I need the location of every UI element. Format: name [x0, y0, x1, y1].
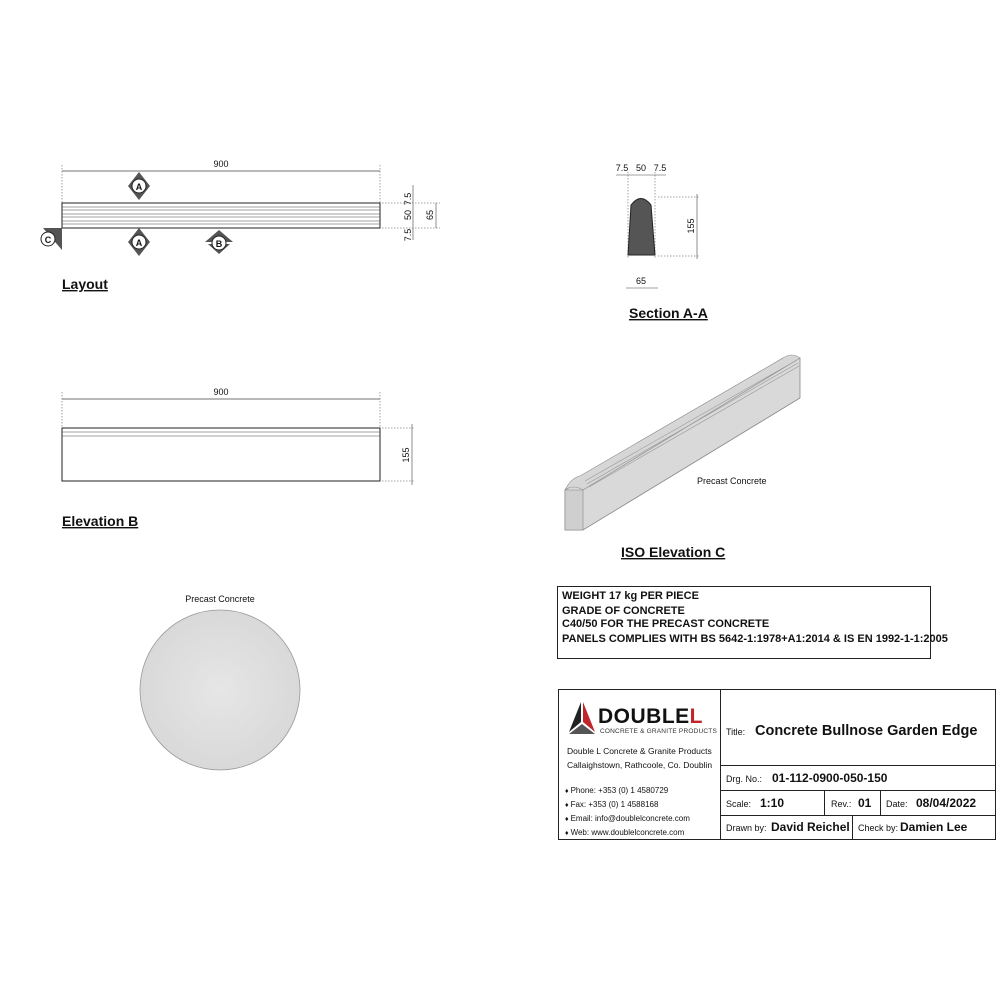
- section-marker-c: [41, 228, 62, 250]
- layout-plan-shape: [62, 203, 380, 228]
- section-dim-left: 7.5: [615, 163, 629, 173]
- spec-grade-value: C40/50 FOR THE PRECAST CONCRETE: [562, 618, 770, 630]
- spec-weight: WEIGHT 17 kg PER PIECE: [562, 590, 699, 602]
- scale-value: 1:10: [760, 796, 785, 810]
- logo-mark-icon: [567, 700, 597, 738]
- layout-heading: Layout: [62, 276, 108, 292]
- section-dim-height: 155: [686, 218, 696, 234]
- check-by-caption: Check by:: [858, 823, 899, 833]
- iso-material-label: Precast Concrete: [697, 476, 767, 486]
- date-caption: Date:: [886, 799, 908, 809]
- revision-value: 01: [858, 796, 872, 810]
- contact-email[interactable]: Email: info@doublelconcrete.com: [570, 814, 690, 823]
- elevation-b-heading: Elevation B: [62, 513, 139, 529]
- elevation-length-dim: 900: [213, 387, 229, 397]
- diamond-bullet-icon: ♦: [565, 830, 569, 837]
- layout-dim-overall: 65: [425, 209, 435, 221]
- company-name: Double L Concrete & Granite Products: [567, 746, 712, 756]
- company-panel: [559, 690, 721, 839]
- drawing-number-caption: Drg. No.:: [726, 774, 763, 784]
- logo-subtitle: CONCRETE & GRANITE PRODUCTS: [600, 728, 717, 735]
- swatch-material-label: Precast Concrete: [185, 594, 255, 604]
- svg-text:B: B: [215, 239, 223, 249]
- drawing-title: Concrete Bullnose Garden Edge: [755, 723, 978, 739]
- layout-view: [41, 159, 440, 292]
- section-dim-width: 65: [635, 276, 647, 286]
- svg-text:C: C: [44, 235, 52, 245]
- specification-notes: [557, 586, 948, 659]
- diamond-bullet-icon: ♦: [565, 788, 569, 795]
- material-swatch: [140, 594, 300, 770]
- title-caption: Title:: [726, 727, 746, 737]
- contact-fax: Fax: +353 (0) 1 4588168: [570, 800, 659, 809]
- section-aa-profile: [628, 199, 655, 256]
- diamond-bullet-icon: ♦: [565, 816, 569, 823]
- svg-text:A: A: [135, 238, 143, 248]
- section-marker-a-bottom: [128, 228, 150, 256]
- spec-compliance: PANELS COMPLIES WITH BS 5642-1:1978+A1:2014 & IS EN 1992-1-1:2005: [562, 633, 948, 645]
- svg-text:A: A: [135, 182, 143, 192]
- company-address: Callaighstown, Rathcoole, Co. Doublin: [567, 760, 713, 770]
- logo-wordmark: DOUBLEL: [598, 705, 703, 728]
- revision-caption: Rev.:: [831, 799, 852, 809]
- section-aa-view: [616, 163, 708, 321]
- drawn-by-value: David Reichel: [771, 820, 850, 834]
- company-address-block: [567, 744, 712, 772]
- section-dim-middle: 50: [635, 163, 647, 173]
- section-marker-a-top: [128, 172, 150, 200]
- title-block: [558, 689, 996, 840]
- layout-length-dim: 900: [213, 159, 229, 169]
- company-contacts: [565, 784, 690, 840]
- contact-web[interactable]: Web: www.doublelconcrete.com: [570, 828, 685, 837]
- scale-rev-date-row: [720, 791, 996, 816]
- layout-dim-bottom: 7.5: [403, 228, 413, 242]
- date-value: 08/04/2022: [916, 796, 977, 810]
- iso-elevation-heading: ISO Elevation C: [621, 544, 726, 560]
- layout-dim-top: 7.5: [403, 192, 413, 206]
- section-aa-heading: Section A-A: [629, 305, 708, 321]
- check-by-value: Damien Lee: [900, 820, 968, 834]
- contact-phone: Phone: +353 (0) 1 4580729: [570, 786, 669, 795]
- elevation-height-dim: 155: [401, 447, 411, 463]
- section-marker-b: [205, 230, 233, 254]
- title-row: [720, 690, 996, 766]
- section-dim-right: 7.5: [653, 163, 667, 173]
- layout-dim-middle: 50: [403, 209, 413, 221]
- drawn-by-caption: Drawn by:: [726, 823, 767, 833]
- iso-elevation-c-view: [565, 355, 800, 560]
- scale-caption: Scale:: [726, 799, 752, 809]
- drawn-check-row: [720, 816, 996, 839]
- elevation-b-view: [62, 387, 415, 529]
- diamond-bullet-icon: ♦: [565, 802, 569, 809]
- spec-grade-heading: GRADE OF CONCRETE: [562, 605, 685, 617]
- elevation-b-shape: [62, 428, 380, 481]
- drawing-number-row: [720, 766, 996, 791]
- company-logo: [567, 700, 717, 738]
- drawing-number: 01-112-0900-050-150: [772, 771, 888, 785]
